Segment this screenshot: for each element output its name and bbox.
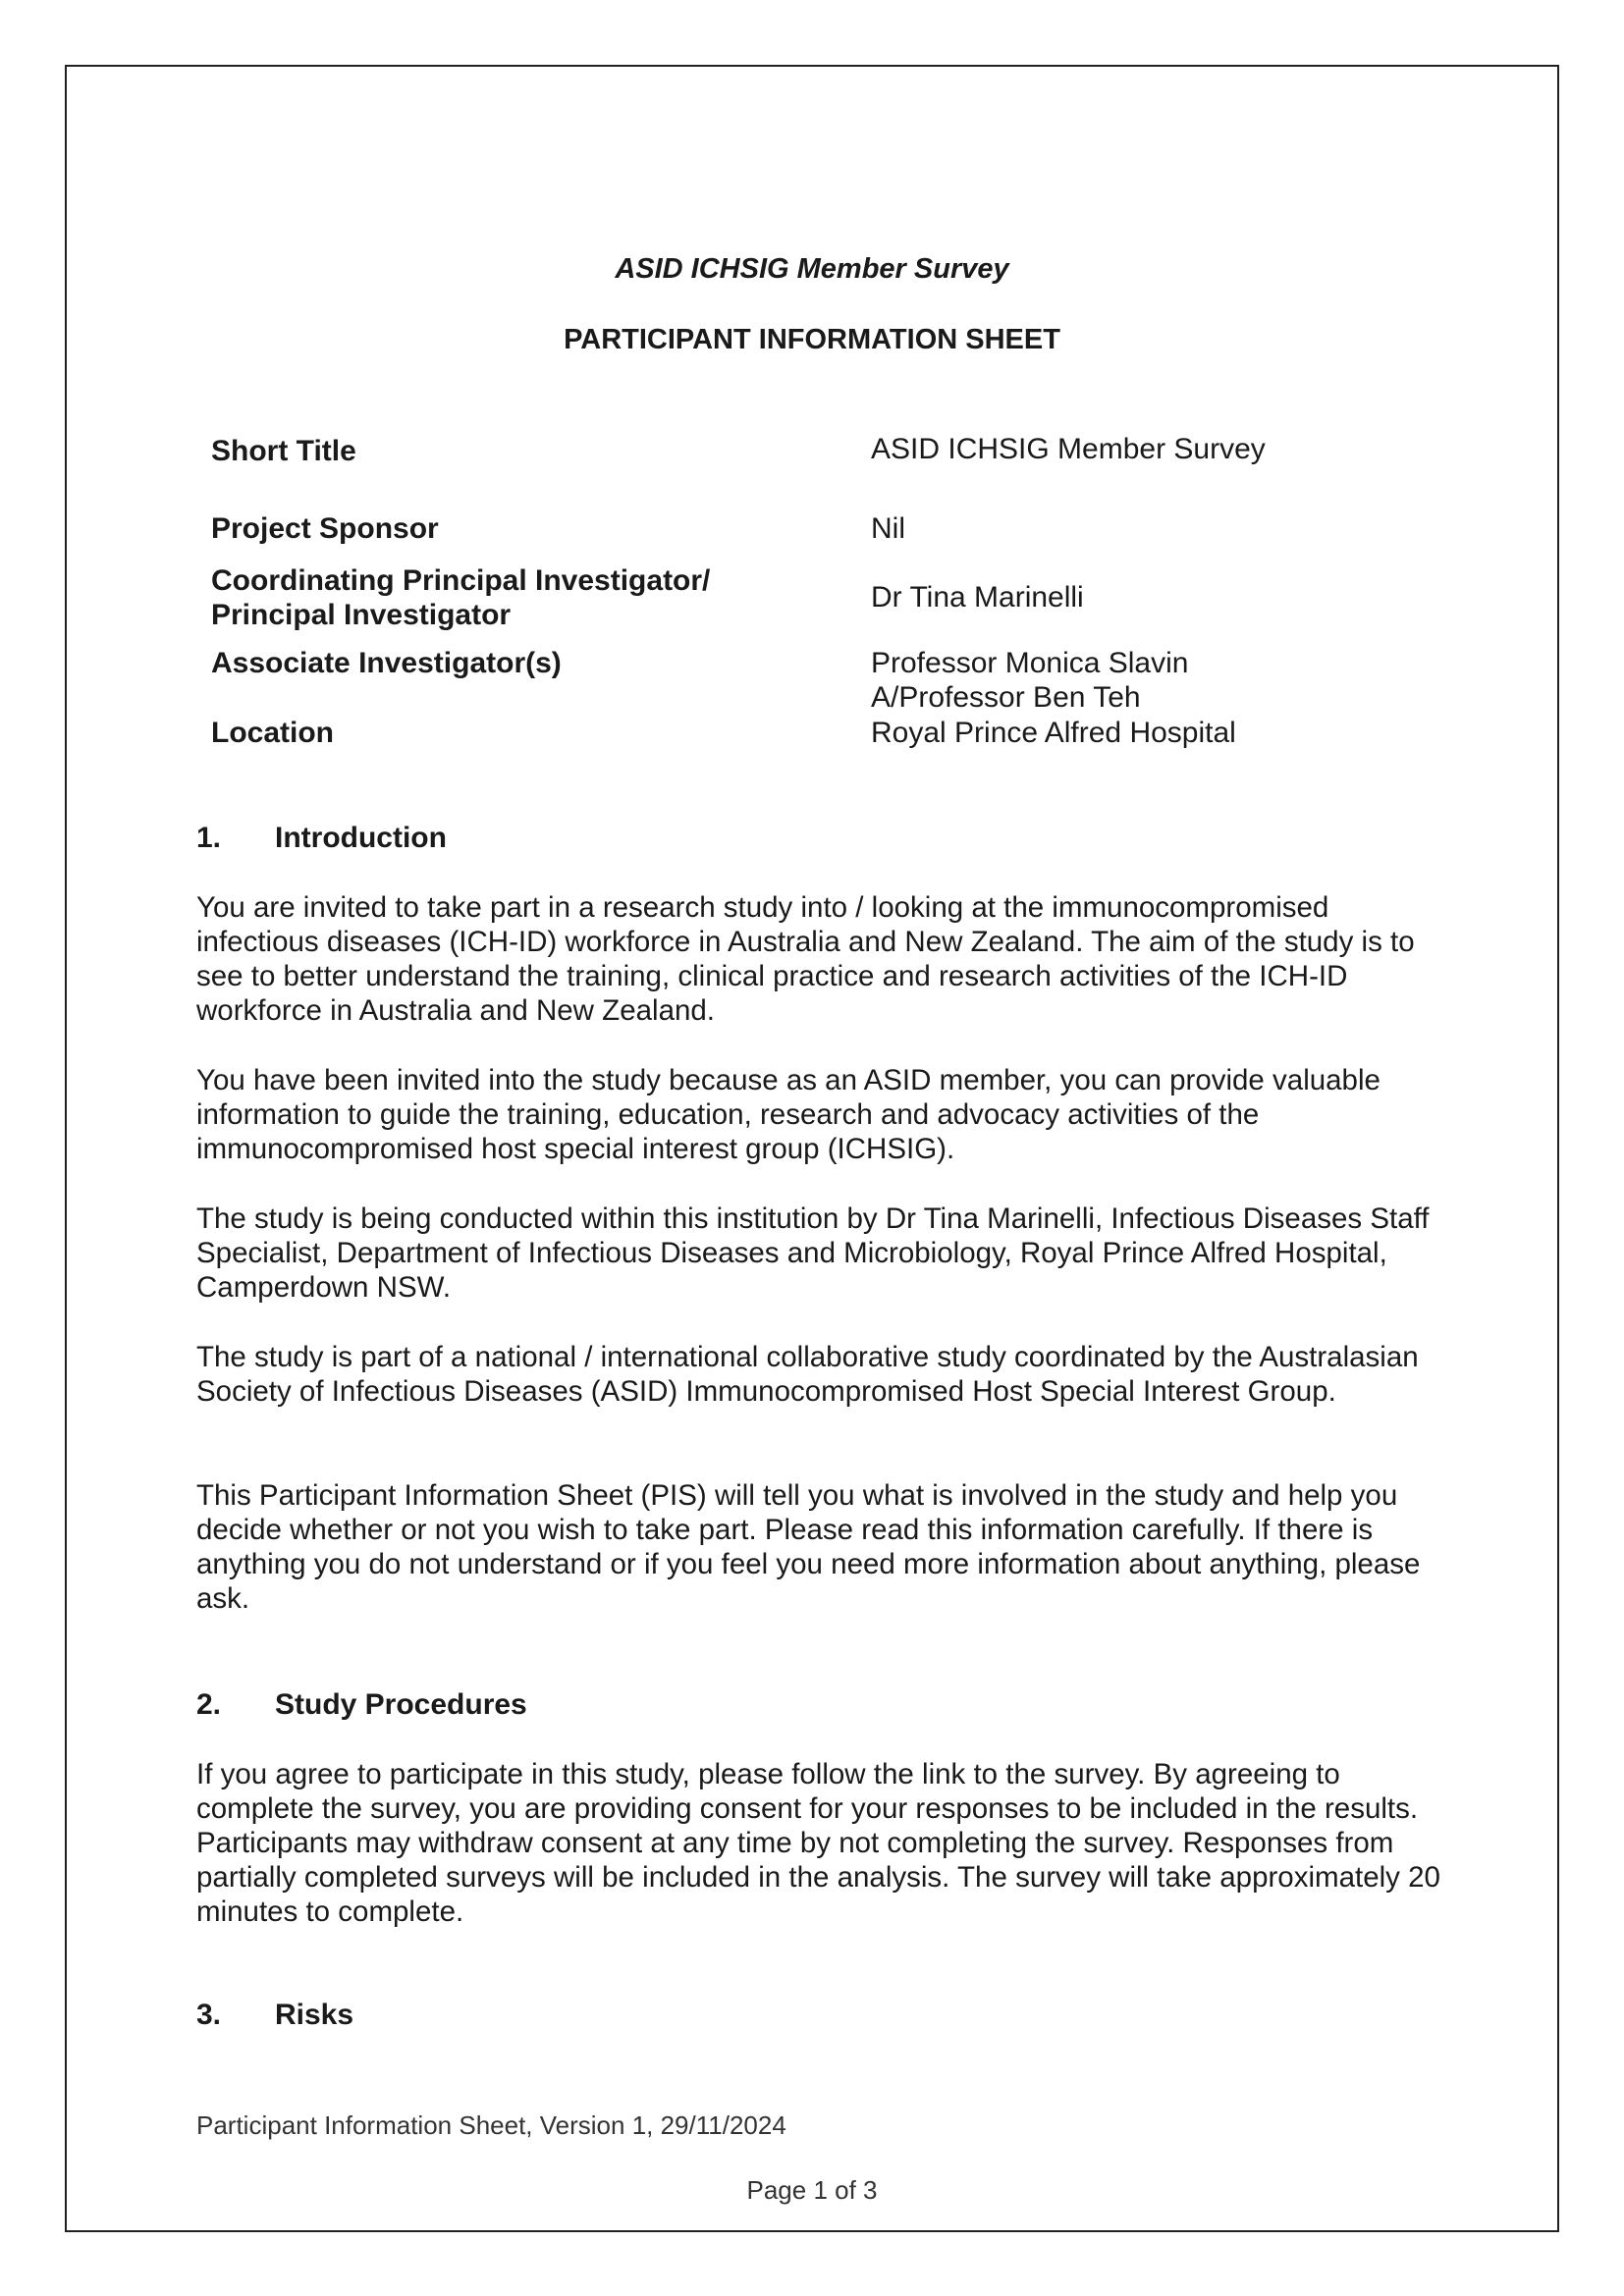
footer-version: Participant Information Sheet, Version 1, 29/11/2024 (196, 2110, 786, 2140)
location-label: Location (211, 717, 334, 749)
coordinating-pi-value: Dr Tina Marinelli (871, 581, 1084, 614)
section-title-risks: Risks (275, 1999, 354, 2031)
associate-investigators-label: Associate Investigator(s) (211, 647, 562, 679)
section-number-study-procedures: 2. (196, 1688, 222, 1721)
section-title-study-procedures: Study Procedures (275, 1688, 527, 1721)
section-title-introduction: Introduction (275, 822, 447, 854)
section-number-introduction: 1. (196, 822, 222, 854)
document-subtitle: PARTICIPANT INFORMATION SHEET (564, 324, 1060, 355)
section-number-risks: 3. (196, 1999, 222, 2031)
project-sponsor-label: Project Sponsor (211, 512, 439, 545)
study-procedures-paragraph-1: If you agree to participate in this study, please follow the link to the survey. By agreeing to complete the survey, you are providing consent for your responses to be included in the results. Participants may withdraw consent at any time by not completing the survey. Responses from partially completed surveys will be included in the analysis. The survey will take approximately 20 minutes to complete. (196, 1758, 1440, 1928)
introduction-paragraph-2: You have been invited into the study because as an ASID member, you can provide valuable information to guide the training, education, research and advocacy activities of the immunocompromised host special interest group (ICHSIG). (196, 1064, 1380, 1165)
document-title: ASID ICHSIG Member Survey (615, 253, 1009, 285)
introduction-paragraph-5: This Participant Information Sheet (PIS) will tell you what is involved in the study and help you decide whether or not you wish to take part. Please read this information carefully. If there is anything you do not understand or if you feel you need more information about anything, please ask. (196, 1479, 1421, 1615)
introduction-paragraph-3: The study is being conducted within this institution by Dr Tina Marinelli, Infectious Diseases Staff Specialist, Department of Infectious Diseases and Microbiology, Royal Prince Alfred Hospital, Camperdown NSW. (196, 1202, 1430, 1304)
coordinating-pi-label-line2: Principal Investigator (211, 599, 512, 631)
introduction-paragraph-4: The study is part of a national / international collaborative study coordinated by the Australasian Society of Infectious Diseases (ASID) Immunocompromised Host Special Interest Group. (196, 1341, 1419, 1408)
coordinating-pi-label-line1: Coordinating Principal Investigator/ (211, 564, 711, 597)
associate-investigator-2: A/Professor Ben Teh (871, 681, 1141, 714)
page-number: Page 1 of 3 (746, 2175, 878, 2205)
short-title-value: ASID ICHSIG Member Survey (871, 433, 1266, 465)
location-value: Royal Prince Alfred Hospital (871, 717, 1236, 749)
project-sponsor-value: Nil (871, 512, 905, 545)
introduction-paragraph-1: You are invited to take part in a research study into / looking at the immunocompromised infectious diseases (ICH-ID) workforce in Australia and New Zealand. The aim of the study is to see to better understand the training, clinical practice and research activities of the ICH-ID workforce in Australia and New Zealand. (196, 891, 1415, 1027)
associate-investigator-1: Professor Monica Slavin (871, 647, 1189, 679)
short-title-label: Short Title (211, 435, 356, 467)
